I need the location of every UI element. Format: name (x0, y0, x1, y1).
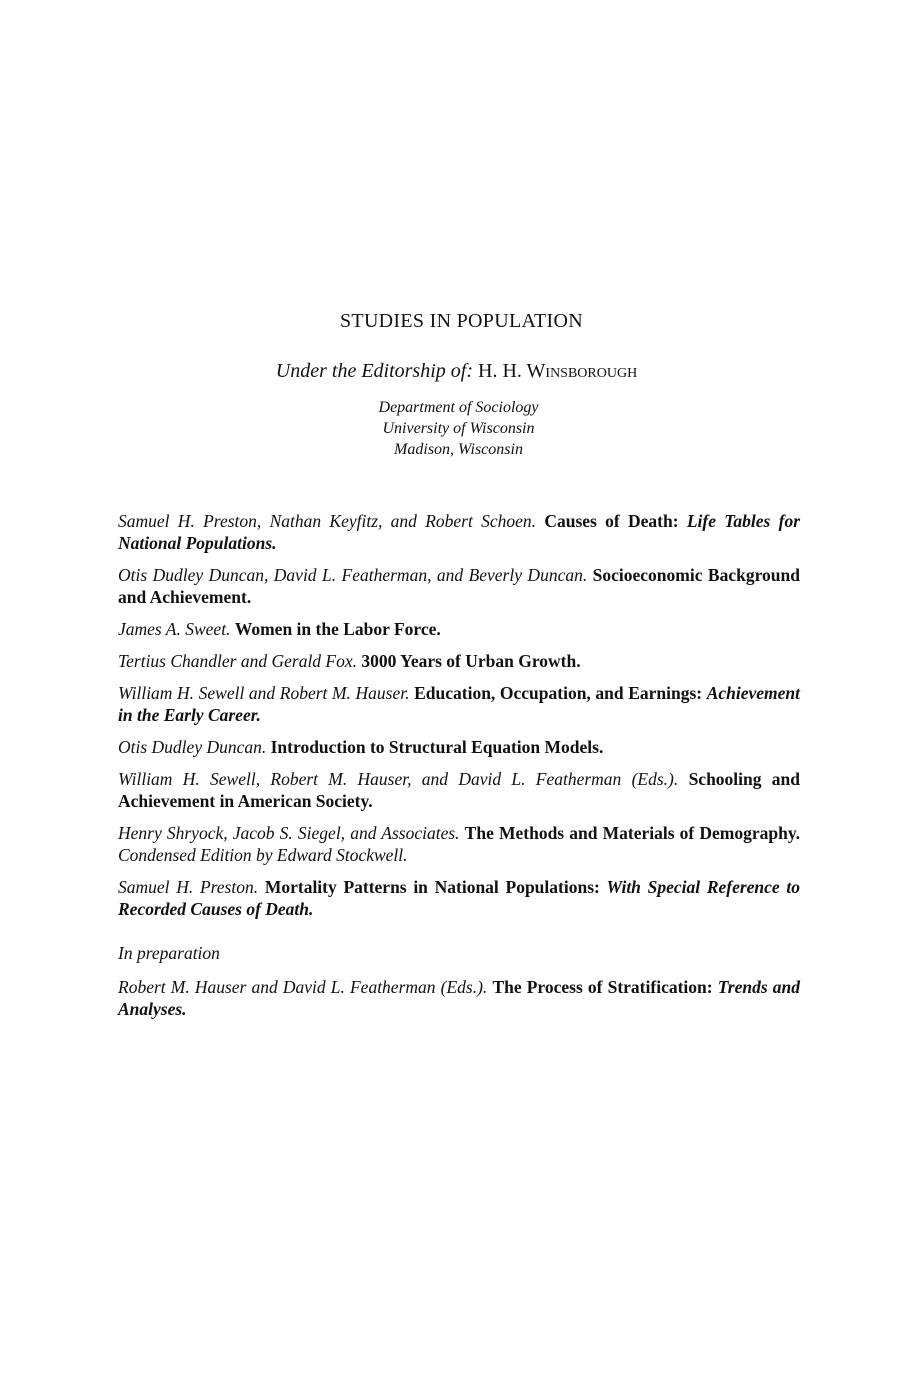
book-authors: Robert M. Hauser and David L. Featherman (Eds.). (118, 977, 488, 997)
book-entry (118, 650, 800, 672)
book-entry (118, 876, 800, 920)
book-entry (118, 564, 800, 608)
book-entry (118, 976, 800, 1020)
affiliation-line: University of Wisconsin (382, 420, 535, 437)
book-entry (118, 736, 800, 758)
book-entry (118, 682, 800, 726)
book-subtitle: Life Tables for National Populations. (118, 511, 801, 553)
book-authors: Otis Dudley Duncan. (118, 737, 267, 757)
book-authors: James A. Sweet. (118, 619, 231, 639)
in-preparation-label: In preparation (118, 943, 220, 963)
book-authors: William H. Sewell, Robert M. Hauser, and David L. Featherman (Eds.). (118, 769, 679, 789)
book-title: The Methods and Materials of Demography. (464, 823, 800, 843)
book-list (118, 510, 800, 1030)
affiliation-line: Madison, Wisconsin (394, 441, 523, 458)
series-title: STUDIES IN POPULATION (340, 310, 583, 332)
book-subtitle: With Special Reference to Recorded Causes of Death. (118, 877, 801, 919)
book-subtitle: Trends and Analyses. (118, 977, 800, 1019)
editorship-label: Under the Editorship of: (275, 360, 473, 382)
book-authors: Samuel H. Preston, Nathan Keyfitz, and Robert Schoen. (118, 511, 537, 531)
book-authors: Tertius Chandler and Gerald Fox. (118, 651, 358, 671)
book-title: Socioeconomic Background and Achievement. (118, 565, 800, 607)
editor-name: H. H. Winsborough (478, 360, 638, 382)
book-title: Introduction to Structural Equation Models. (270, 737, 604, 757)
book-title: 3000 Years of Urban Growth. (361, 651, 581, 671)
book-title: Schooling and Achievement in American Society. (118, 769, 801, 811)
editor-affiliation (0, 397, 917, 460)
book-title: Women in the Labor Force. (234, 619, 441, 639)
book-authors: William H. Sewell and Robert M. Hauser. (118, 683, 410, 703)
book-title: Education, Occupation, and Earnings: (414, 683, 703, 703)
book-entry (118, 618, 800, 640)
book-edition-note: Condensed Edition by Edward Stockwell. (118, 845, 408, 865)
book-subtitle: Achievement in the Early Career. (118, 683, 801, 725)
editorship-line (0, 360, 913, 383)
book-entry (118, 822, 800, 866)
book-entry (118, 510, 800, 554)
affiliation-line: Department of Sociology (378, 399, 539, 416)
book-entry (118, 768, 800, 812)
book-title: Causes of Death: (544, 511, 679, 531)
book-authors: Henry Shryock, Jacob S. Siegel, and Associates. (118, 823, 460, 843)
book-authors: Otis Dudley Duncan, David L. Featherman, and Beverly Duncan. (118, 565, 588, 585)
book-title: Mortality Patterns in National Populations: (264, 877, 600, 897)
book-title: The Process of Stratification: (492, 977, 713, 997)
book-authors: Samuel H. Preston. (118, 877, 259, 897)
